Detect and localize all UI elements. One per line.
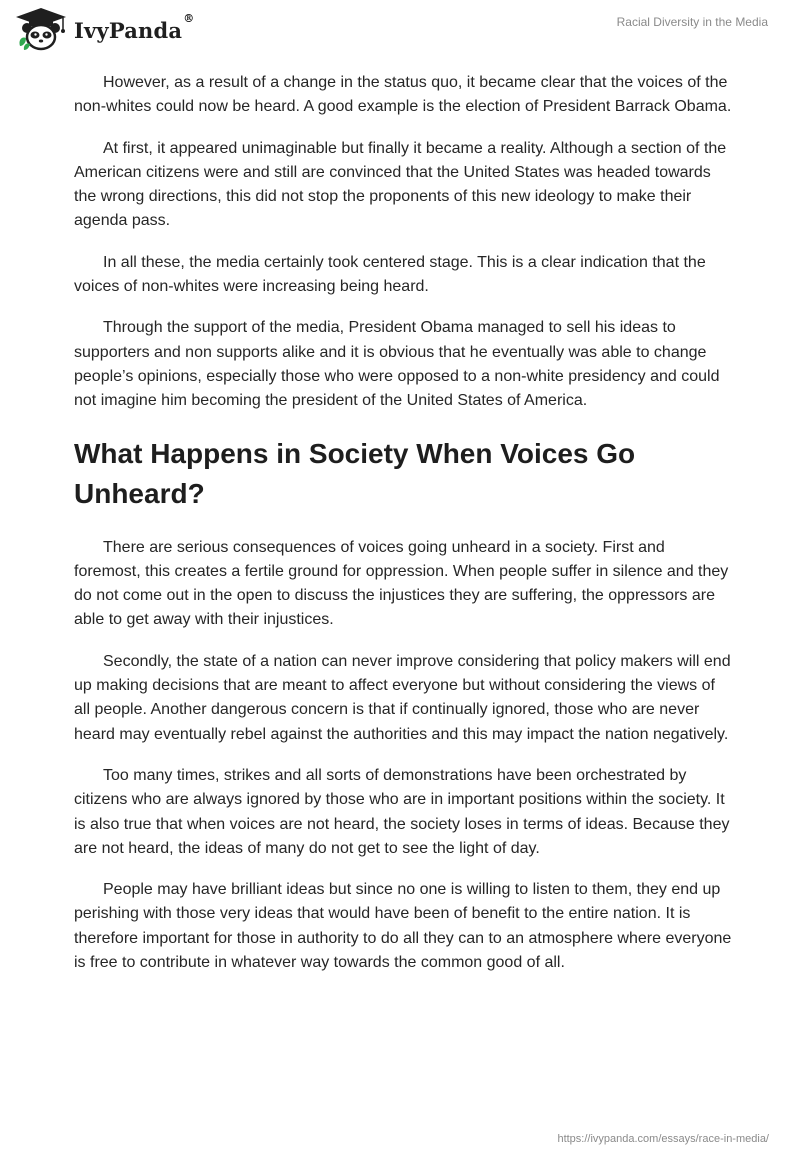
paragraph: Through the support of the media, President Obama managed to sell his ideas to supporters and non supports alike and it is obvious that he eventually was able to change people’s opinions, especially those who were opposed to a non-white presidency and could not imagine him becoming the president of the United States of America. (74, 319, 720, 410)
essay-content (74, 71, 734, 992)
brand-name (74, 11, 195, 43)
paragraph: Too many times, strikes and all sorts of demonstrations have been orchestrated by citizens who are always ignored by those who are in important positions within the society. It is also true that when voices are not heard, the society loses in terms of ideas. Because they are not heard, the ideas of many do not get to see the light of day. (74, 766, 730, 857)
brand-name-text: IvyPanda (74, 17, 183, 43)
registered-mark: ® (183, 11, 195, 25)
paragraph: There are serious consequences of voices going unheard in a society. First and foremost, this creates a fertile ground for oppression. When people suffer in silence and they do not come out in the open to discuss the injustices they are suffering, the oppressors are able to get away with their injustices. (74, 538, 729, 629)
paragraph: In all these, the media certainly took centered stage. This is a clear indication that the voices of non-whites were increasing being heard. (74, 253, 706, 296)
paragraph: People may have brilliant ideas but since no one is willing to listen to them, they end up perishing with those very ideas that would have been of benefit to the entire nation. It is therefore important for those in authority to do all they can to an atmosphere where everyone is free to contribute in whatever way towards the common good of all. (74, 881, 732, 972)
page-header (0, 0, 800, 60)
section-heading: What Happens in Society When Voices Go Unheard? (74, 437, 636, 509)
paragraph: Secondly, the state of a nation can never improve considering that policy makers will end up making decisions that are meant to affect everyone but without considering the views of all people. Another dangerous concern is that if continually ignored, those who are never heard may eventually rebel against the authorities and this may impact the nation negatively. (74, 652, 731, 743)
ivypanda-logo[interactable] (14, 6, 194, 54)
panda-graduate-icon (14, 6, 68, 54)
paragraph: At first, it appeared unimaginable but finally it became a reality. Although a section of the American citizens were and still are convinced that the United States was headed towards the wrong directions, this did not stop the proponents of this new ideology to make their agenda pass. (74, 139, 727, 230)
paragraph: However, as a result of a change in the status quo, it became clear that the voices of the non-whites could now be heard. A good example is the election of President Barrack Obama. (74, 74, 732, 116)
source-url-link[interactable]: https://ivypanda.com/essays/race-in-media/ (557, 1133, 769, 1145)
document-title: Racial Diversity in the Media (616, 15, 768, 29)
